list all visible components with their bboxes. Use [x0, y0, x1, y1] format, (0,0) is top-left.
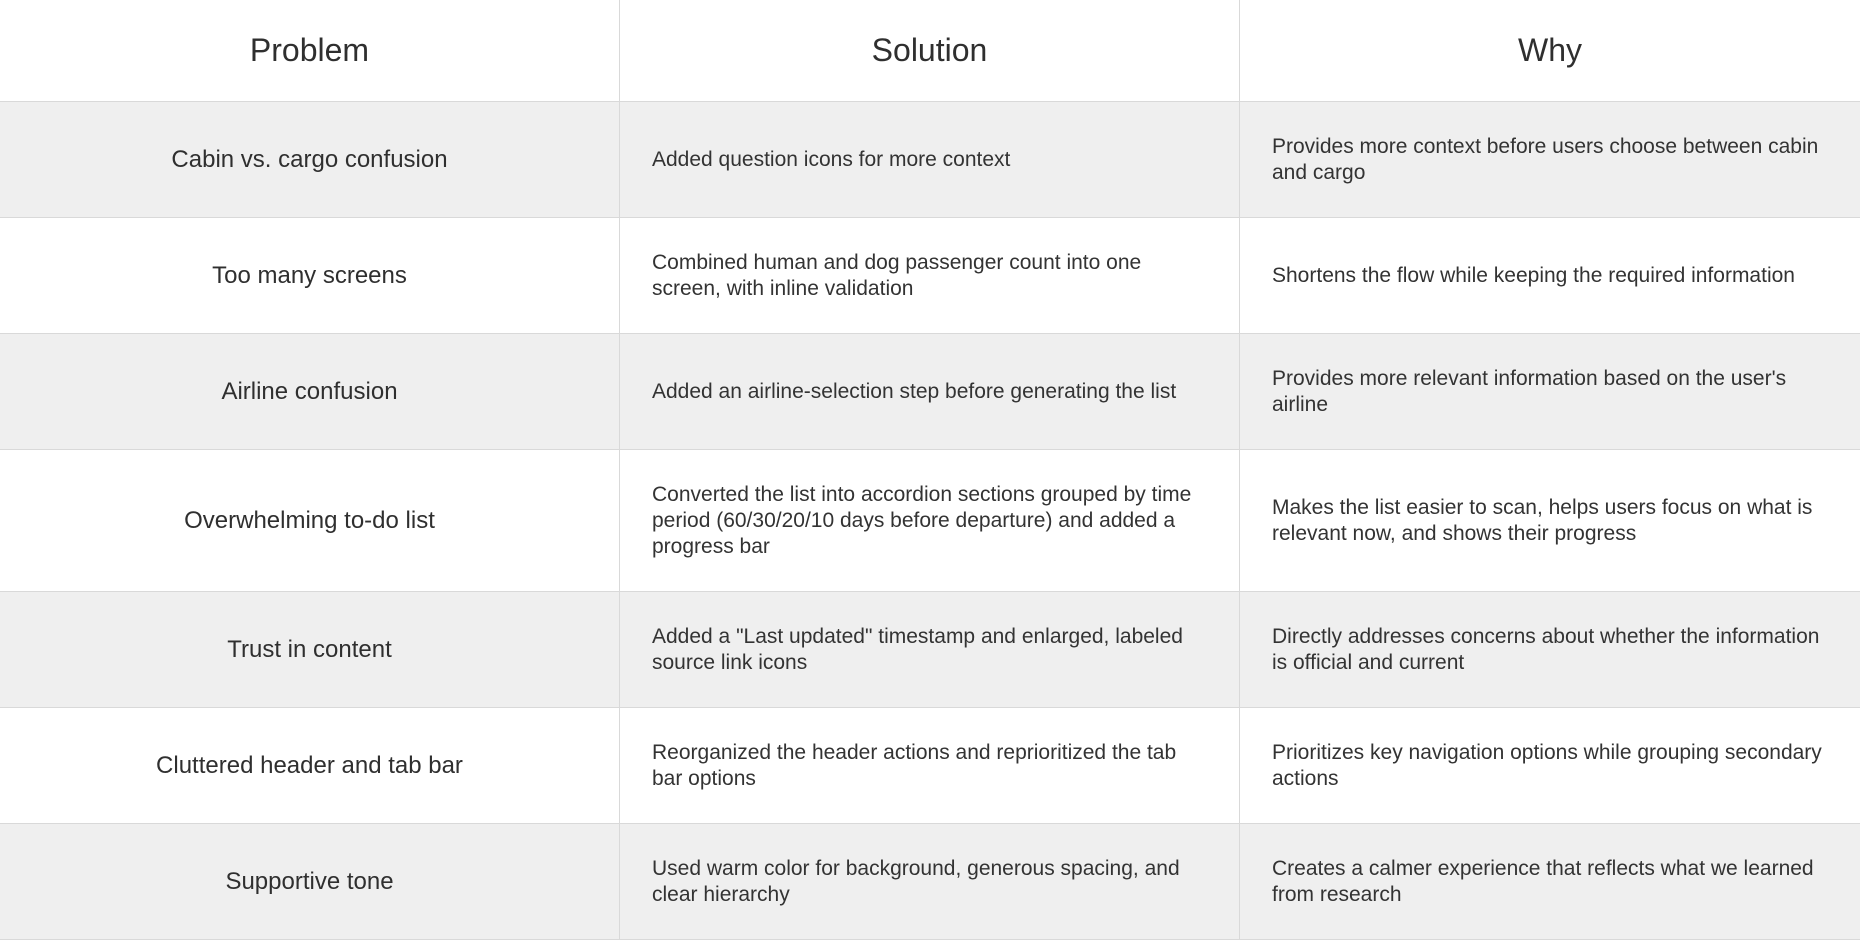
- row-solution: Used warm color for background, generous spacing, and clear hierarchy: [620, 824, 1240, 940]
- row-solution: Reorganized the header actions and reprioritized the tab bar options: [620, 708, 1240, 824]
- row-solution: Added question icons for more context: [620, 102, 1240, 218]
- row-problem: Cluttered header and tab bar: [0, 708, 620, 824]
- row-problem: Airline confusion: [0, 334, 620, 450]
- row-why: Shortens the flow while keeping the required information: [1240, 218, 1860, 334]
- header-why: Why: [1240, 0, 1860, 102]
- header-solution: Solution: [620, 0, 1240, 102]
- row-problem: Trust in content: [0, 592, 620, 708]
- row-why: Directly addresses concerns about whether the information is official and current: [1240, 592, 1860, 708]
- row-why: Makes the list easier to scan, helps users focus on what is relevant now, and shows their progress: [1240, 450, 1860, 592]
- row-problem: Too many screens: [0, 218, 620, 334]
- row-why: Prioritizes key navigation options while grouping secondary actions: [1240, 708, 1860, 824]
- header-problem: Problem: [0, 0, 620, 102]
- row-why: Provides more context before users choose between cabin and cargo: [1240, 102, 1860, 218]
- row-solution: Combined human and dog passenger count into one screen, with inline validation: [620, 218, 1240, 334]
- row-problem: Supportive tone: [0, 824, 620, 940]
- row-solution: Added a "Last updated" timestamp and enlarged, labeled source link icons: [620, 592, 1240, 708]
- row-why: Provides more relevant information based on the user's airline: [1240, 334, 1860, 450]
- row-why: Creates a calmer experience that reflects what we learned from research: [1240, 824, 1860, 940]
- row-solution: Converted the list into accordion sections grouped by time period (60/30/20/10 days before departure) and added a progress bar: [620, 450, 1240, 592]
- row-problem: Overwhelming to-do list: [0, 450, 620, 592]
- row-problem: Cabin vs. cargo confusion: [0, 102, 620, 218]
- row-solution: Added an airline-selection step before generating the list: [620, 334, 1240, 450]
